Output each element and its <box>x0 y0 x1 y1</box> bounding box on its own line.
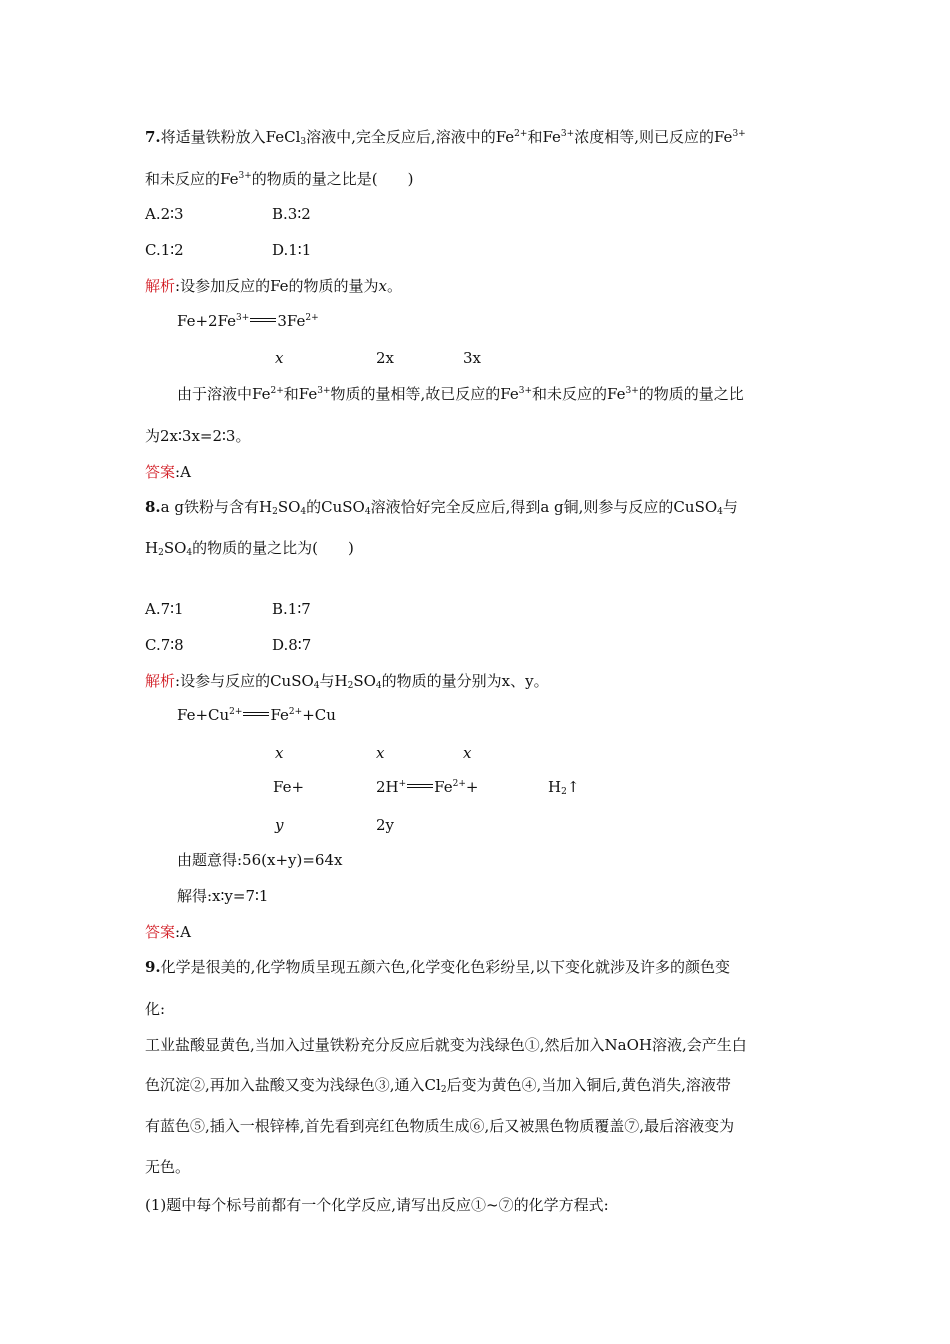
q9-stem-line2: 化: <box>145 1000 166 1018</box>
q7-option-c: C.1∶2 <box>145 241 184 259</box>
q8-equation-2-right: $H_2↑$ <box>548 778 580 797</box>
q7-eq-ratio-2: 2x <box>376 349 395 367</box>
q7-stem-line1: 7.将适量铁粉放入FeCl$_3$溶液中,完全反应后,溶液中的$Fe^{2+}$和$Fe^{3+}$浓度相等,则已反应的$Fe^{3+}$ <box>145 128 746 147</box>
q7-option-d: D.1∶1 <box>272 241 312 259</box>
q8-eq1-ratio-3: x <box>463 744 472 762</box>
q7-explanation-line1: 由于溶液中$Fe^{2+}$和$Fe^{3+}$物质的量相等,故已反应的$Fe^{3+}$和未反应的$Fe^{3+}$的物质的量之比 <box>177 385 744 403</box>
q9-paragraph-line4: 无色。 <box>145 1158 191 1176</box>
q7-eq-ratio-3: 3x <box>463 349 482 367</box>
q7-stem-line2: 和未反应的$Fe^{3+}$的物质的量之比是( ) <box>145 170 414 188</box>
q7-option-b: B.3∶2 <box>272 205 311 223</box>
q9-paragraph-line2: 色沉淀②,再加入盐酸又变为浅绿色③,通入$Cl_2$后变为黄色④,当加入铜后,黄色消失,溶液带 <box>145 1076 731 1095</box>
equals-sign <box>243 712 269 716</box>
answer-label: 答案 <box>145 923 176 941</box>
q8-equation-2-middle: 2H+ $Fe^{2+}+$ <box>376 778 479 796</box>
q7-equation: $Fe+2Fe^{3+}$ $3Fe^{2+}$ <box>177 312 319 330</box>
q8-option-c: C.7∶8 <box>145 636 184 654</box>
q8-equation-2-left: Fe+ <box>273 778 305 796</box>
q8-stem-line1: 8.a g铁粉与含有$H_2SO_4$的CuSO$_4$溶液恰好完全反应后,得到a g铜,则参与反应的CuSO$_4$与 <box>145 498 738 517</box>
q9-subquestion-1: (1)题中每个标号前都有一个化学反应,请写出反应①~⑦的化学方程式: <box>145 1196 609 1214</box>
answer-label: 答案 <box>145 463 176 481</box>
q7-eq-ratio-1: x <box>275 349 284 367</box>
q8-option-d: D.8∶7 <box>272 636 312 654</box>
q8-equation-1: $Fe+Cu^{2+}$ $Fe^{2+}+Cu$ <box>177 706 336 724</box>
analysis-label: 解析 <box>145 277 176 295</box>
q8-answer: 答案:A <box>145 923 191 941</box>
q7-explanation-line2: 为2x∶3x=2∶3。 <box>145 427 251 445</box>
up-arrow-icon: ↑ <box>566 778 580 796</box>
q8-solution: 解得:x∶y=7∶1 <box>177 887 269 905</box>
q8-analysis: 解析:设参与反应的CuSO$_4$与$H_2SO_4$的物质的量分别为x、y。 <box>145 672 549 691</box>
q9-number: 9. <box>145 958 161 976</box>
q8-eq2-ratio-1: y <box>275 816 284 834</box>
q9-paragraph-line3: 有蓝色⑤,插入一根锌棒,首先看到亮红色物质生成⑥,后又被黑色物质覆盖⑦,最后溶液变为 <box>145 1117 735 1135</box>
q8-eq1-ratio-2: x <box>376 744 385 762</box>
q7-number: 7. <box>145 128 161 146</box>
equals-sign <box>407 784 433 788</box>
q7-analysis: 解析:设参加反应的Fe的物质的量为x。 <box>145 277 403 295</box>
q7-answer: 答案:A <box>145 463 191 481</box>
q8-derivation: 由题意得:56(x+y)=64x <box>177 851 343 869</box>
q9-paragraph-line1: 工业盐酸显黄色,当加入过量铁粉充分反应后就变为浅绿色①,然后加入NaOH溶液,会产生白 <box>145 1036 747 1054</box>
q9-stem-line1: 9.化学是很美的,化学物质呈现五颜六色,化学变化色彩纷呈,以下变化就涉及许多的颜色变 <box>145 958 730 976</box>
q8-option-a: A.7∶1 <box>145 600 184 618</box>
analysis-label: 解析 <box>145 672 176 690</box>
q8-eq2-ratio-2: 2y <box>376 816 395 834</box>
q8-eq1-ratio-1: x <box>275 744 284 762</box>
equals-sign <box>250 318 276 322</box>
q8-number: 8. <box>145 498 161 516</box>
q8-option-b: B.1∶7 <box>272 600 311 618</box>
q8-stem-line2: $H_2SO_4$的物质的量之比为( ) <box>145 539 354 558</box>
q7-option-a: A.2∶3 <box>145 205 184 223</box>
